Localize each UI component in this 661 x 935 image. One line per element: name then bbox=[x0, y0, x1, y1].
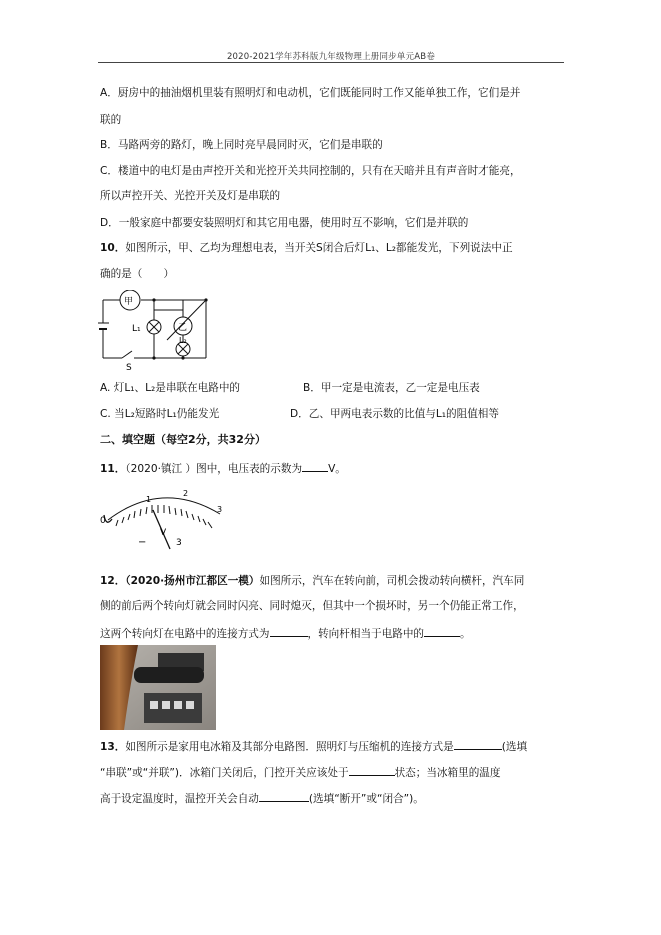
q12-stem-line3 bbox=[100, 625, 471, 641]
q10-meter-b-label: 乙 bbox=[178, 323, 188, 333]
q10-option-b: B．甲一定是电流表，乙一定是电压表 bbox=[303, 382, 480, 394]
q12-line3-pre: 这两个转向灯在电路中的连接方式为 bbox=[100, 628, 270, 640]
q10-option-d: D．乙、甲两电表示数的比值与L₁的阻值相等 bbox=[290, 408, 499, 420]
q10-lamp1-label: L₁ bbox=[132, 324, 141, 334]
q10-stem-line1 bbox=[100, 241, 513, 255]
q11-number: 11． bbox=[100, 463, 126, 475]
page-header: 2020-2021学年苏科版九年级物理上册同步单元AB卷 bbox=[226, 52, 436, 62]
q10-option-c: C. 当L₂短路时L₁仍能发光 bbox=[100, 408, 220, 420]
q12-answer-blank-1[interactable] bbox=[270, 625, 308, 637]
q10-lamp2-label: L₂ bbox=[179, 336, 187, 345]
q9-option-d: D．一般家庭中都要安装照明灯和其它用电器，使用时互不影响，它们是并联的 bbox=[100, 217, 469, 229]
q13-answer-blank-2[interactable] bbox=[349, 764, 395, 776]
q11-tick-0: 0 bbox=[100, 516, 106, 526]
q13-line1-post: (选填 bbox=[501, 741, 528, 753]
q10-number: 10． bbox=[100, 242, 126, 254]
q11-stem-pre: （2020·镇江 ）图中，电压表的示数为 bbox=[125, 463, 303, 475]
q9-option-a-line1: A．厨房中的抽油烟机里装有照明灯和电动机，它们既能同时工作又能单独工作，它们是并 bbox=[100, 87, 521, 99]
q11-tick-3: 3 bbox=[217, 505, 223, 514]
q10-circuit-diagram bbox=[98, 290, 218, 370]
q10-stem-line2: 确的是（ ） bbox=[100, 268, 175, 280]
q13-stem-line1 bbox=[100, 738, 527, 754]
q13-stem-line2 bbox=[100, 764, 501, 780]
q10-meter-a-label: 甲 bbox=[124, 297, 134, 307]
q12-number: 12． bbox=[100, 575, 126, 587]
section-title: 二、填空题（每空2分，共32分） bbox=[100, 433, 266, 446]
q12-line1-text: 如图所示，汽车在转向前，司机会拨动转向横杆，汽车同 bbox=[259, 575, 525, 587]
q11-answer-blank[interactable] bbox=[302, 460, 328, 472]
q10-stem-text: 如图所示，甲、乙均为理想电表，当开关S闭合后灯L₁、L₂都能发光，下列说法中正 bbox=[125, 242, 513, 254]
q13-line3-pre: 高于设定温度时，温控开关会自动 bbox=[100, 793, 259, 805]
q13-number: 13． bbox=[100, 741, 126, 753]
q9-option-b: B．马路两旁的路灯，晚上同时亮早晨同时灭，它们是串联的 bbox=[100, 139, 383, 151]
q11-voltmeter-figure bbox=[96, 483, 226, 563]
q11-stem bbox=[100, 460, 346, 476]
q11-unit-label: V bbox=[160, 528, 167, 538]
q13-stem-line3 bbox=[100, 790, 424, 806]
q13-line1-pre: 如图所示是家用电冰箱及其部分电路图．照明灯与压缩机的连接方式是 bbox=[125, 741, 454, 753]
q11-plus-terminal: 3 bbox=[176, 538, 182, 548]
q9-option-c-line1: C．楼道中的电灯是由声控开关和光控开关共同控制的，只有在天暗并且有声音时才能亮， bbox=[100, 165, 521, 177]
q13-line2-post: 状态；当冰箱里的温度 bbox=[394, 767, 501, 779]
q11-tick-1: 1 bbox=[146, 495, 152, 504]
q9-option-c-line2: 所以声控开关、光控开关及灯是串联的 bbox=[100, 190, 281, 202]
q10-switch-label: S bbox=[126, 363, 132, 370]
q12-stem-line2: 侧的前后两个转向灯就会同时闪亮、同时熄灭，但其中一个损坏时，另一个仍能正常工作， bbox=[100, 600, 524, 612]
q12-line3-mid: ，转向杆相当于电路中的 bbox=[307, 628, 425, 640]
q12-answer-blank-2[interactable] bbox=[424, 625, 460, 637]
q12-stem-line1 bbox=[100, 574, 524, 588]
header-rule bbox=[98, 62, 564, 63]
q11-minus-terminal: − bbox=[138, 537, 147, 548]
q10-option-a: A. 灯L₁、L₂是串联在电路中的 bbox=[100, 382, 241, 394]
q13-answer-blank-1[interactable] bbox=[454, 738, 502, 750]
q13-answer-blank-3[interactable] bbox=[259, 790, 309, 802]
q12-line3-post: 。 bbox=[460, 628, 471, 640]
q9-option-a-line2: 联的 bbox=[100, 114, 122, 126]
q11-tick-2: 2 bbox=[183, 489, 189, 498]
q13-line3-post: (选填“断开”或“闭合”)。 bbox=[308, 793, 424, 805]
q12-source: （2020·扬州市江都区一模） bbox=[125, 575, 260, 587]
q11-stem-post: V。 bbox=[328, 463, 346, 475]
q13-line2-pre: “串联”或“并联”)．冰箱门关闭后，门控开关应该处于 bbox=[100, 767, 349, 779]
q12-turn-signal-photo bbox=[100, 645, 216, 730]
